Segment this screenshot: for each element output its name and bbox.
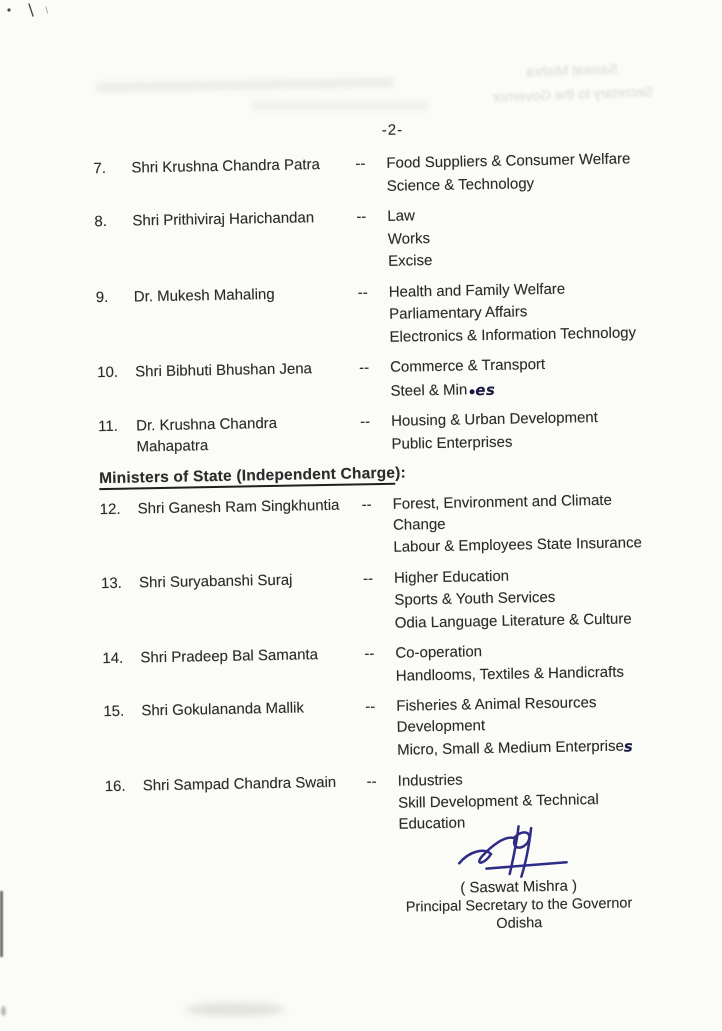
portfolio <box>396 692 676 738</box>
minister-name-line: Shri Pradeep Bal Samanta <box>140 646 319 667</box>
portfolio-line: Food Suppliers & Consumer Welfare <box>386 150 631 172</box>
section-heading-underlined-text: Ministers of State (Independent Charge <box>99 465 395 490</box>
portfolio <box>393 533 672 559</box>
portfolio-line: Works <box>387 229 431 248</box>
portfolio-line: Public Enterprises <box>391 433 513 453</box>
page-number: -2- <box>381 121 404 139</box>
portfolio-line: Parliamentary Affairs <box>388 303 528 323</box>
portfolio-line: Science & Technology <box>386 174 535 195</box>
minister-name-line: Shri Ganesh Ram Singkhuntia <box>137 496 340 518</box>
minister-number: 16. <box>104 777 126 795</box>
portfolio-line <box>397 735 676 762</box>
minister-portfolios <box>395 639 675 689</box>
minister-name <box>135 358 360 408</box>
portfolio-line: Industries <box>397 771 463 790</box>
portfolio <box>397 735 676 762</box>
minister-number: 9. <box>95 288 109 306</box>
minister-number: 7. <box>93 159 107 178</box>
portfolio-line: Labour & Employees State Insurance <box>393 534 643 556</box>
minister-number: 10. <box>97 363 119 382</box>
minister-name-line: Dr. Krushna Chandra <box>135 414 278 435</box>
minister-portfolios <box>394 563 674 636</box>
handwritten-signature-icon <box>453 822 584 882</box>
portfolio <box>387 202 666 228</box>
portfolio-line: Fisheries & Animal Resources <box>396 694 597 715</box>
minister-name-line: Dr. Mukesh Mahaling <box>133 285 275 305</box>
separator-dashes: -- <box>356 208 367 226</box>
minister-row <box>102 639 675 694</box>
portfolio-line: Housing & Urban Development <box>390 409 599 430</box>
minister-portfolios <box>386 149 666 199</box>
minister-name <box>134 283 359 355</box>
ministers-rows-independent-charge <box>100 490 678 842</box>
portfolio-line: Handlooms, Textiles & Handicrafts <box>395 663 625 685</box>
portfolio-line: Education <box>398 813 466 833</box>
portfolio <box>395 608 674 634</box>
portfolio-line: Change <box>392 515 446 534</box>
minister-name-line: Shri Krushna Chandra Patra <box>131 156 320 177</box>
minister-number: 12. <box>99 500 121 519</box>
portfolio-line: Higher Education <box>393 567 510 587</box>
minister-name <box>141 697 366 768</box>
minister-name-line: Shri Prithiviraj Harichandan <box>132 209 315 230</box>
portfolio <box>387 171 666 197</box>
section-heading <box>99 460 671 488</box>
separator-dashes: -- <box>358 359 370 377</box>
portfolio <box>396 661 675 687</box>
minister-row <box>94 202 667 280</box>
portfolio <box>394 586 673 612</box>
minister-name-line: Shri Suryabanshi Suraj <box>138 571 293 591</box>
minister-name <box>131 154 356 203</box>
minister-number: 14. <box>102 649 124 668</box>
signatory-org: Odisha <box>496 915 543 932</box>
separator-dashes: -- <box>355 155 366 173</box>
scan-edge-artifact <box>0 891 3 957</box>
ink-correction: es <box>467 380 495 399</box>
bleedthrough-line: Saswat Mishra <box>525 60 619 80</box>
portfolio-line: Co-operation <box>395 643 483 662</box>
portfolio-line: Excise <box>388 252 433 270</box>
scan-smudge-artifact <box>185 1003 285 1016</box>
ink-correction: s <box>623 737 634 756</box>
minister-portfolios <box>389 277 669 350</box>
portfolio-line: Odia Language Literature & Culture <box>394 609 632 632</box>
portfolio <box>398 766 677 792</box>
portfolio <box>386 149 665 175</box>
separator-dashes: -- <box>364 645 375 663</box>
portfolio <box>389 277 668 303</box>
minister-name <box>143 772 368 842</box>
minister-portfolios <box>387 202 667 275</box>
ministers-rows-top <box>93 149 670 462</box>
portfolio <box>389 322 668 348</box>
portfolio <box>388 247 667 273</box>
separator-dashes: -- <box>361 496 372 514</box>
minister-name <box>136 412 361 461</box>
bleedthrough-line: Secretary to the Governor <box>492 83 654 105</box>
minister-portfolios <box>392 490 672 561</box>
minister-name-line: Shri Bibhuti Bhushan Jena <box>135 360 313 381</box>
minister-name <box>139 569 364 641</box>
separator-dashes: -- <box>357 283 368 301</box>
minister-row <box>96 277 669 355</box>
minister-number: 13. <box>100 574 123 592</box>
portfolio-line: Forest, Environment and Climate <box>392 491 613 513</box>
portfolio <box>390 353 669 379</box>
separator-dashes: -- <box>366 772 377 790</box>
minister-name <box>140 644 365 693</box>
portfolio <box>392 490 672 536</box>
portfolio-line: Health and Family Welfare <box>388 280 566 301</box>
portfolio <box>389 300 668 326</box>
minister-name-line: Shri Sampad Chandra Swain <box>142 773 337 794</box>
minister-name <box>137 495 362 565</box>
minister-name-line: Mahapatra <box>136 436 209 455</box>
portfolio-line: Sports & Youth Services <box>394 588 556 609</box>
portfolio-line-printed: Steel & Min <box>390 380 468 400</box>
minister-portfolios <box>396 692 676 764</box>
ministers-list <box>93 149 678 850</box>
portfolio <box>391 429 670 455</box>
portfolio <box>395 639 674 665</box>
minister-row <box>100 490 673 566</box>
separator-dashes: -- <box>359 413 371 431</box>
portfolio <box>394 563 673 589</box>
portfolio <box>391 407 670 433</box>
portfolio-line: Law <box>387 207 416 225</box>
portfolio-line <box>390 375 669 402</box>
scan-edge-artifact <box>1 1006 6 1016</box>
minister-row <box>93 149 666 204</box>
section-heading-colon: ): <box>395 464 407 482</box>
minister-row <box>98 407 671 462</box>
minister-name-line: Shri Gokulananda Mallik <box>141 699 305 720</box>
minister-row <box>103 692 676 769</box>
portfolio <box>388 224 667 250</box>
minister-number: 15. <box>103 702 125 721</box>
minister-portfolios <box>391 407 671 457</box>
minister-portfolios <box>390 353 670 404</box>
minister-row <box>97 353 670 409</box>
portfolio-line: Skill Development & Technical <box>397 791 599 812</box>
portfolio <box>390 375 669 402</box>
portfolio-line: Development <box>396 716 486 736</box>
signatory-name: ( Saswat Mishra ) <box>460 877 578 897</box>
portfolio-line-printed: Micro, Small & Medium Enterprise <box>396 737 624 759</box>
minister-name <box>132 207 357 279</box>
minister-number: 11. <box>98 417 119 436</box>
minister-row <box>101 563 674 641</box>
separator-dashes: -- <box>362 569 374 587</box>
separator-dashes: -- <box>365 698 376 716</box>
portfolio-line: Electronics & Information Technology <box>389 323 637 346</box>
signatory-title: Principal Secretary to the Governor <box>405 895 633 916</box>
minister-number: 8. <box>94 212 108 231</box>
portfolio-line: Commerce & Transport <box>389 355 546 376</box>
signature-block <box>387 821 651 935</box>
